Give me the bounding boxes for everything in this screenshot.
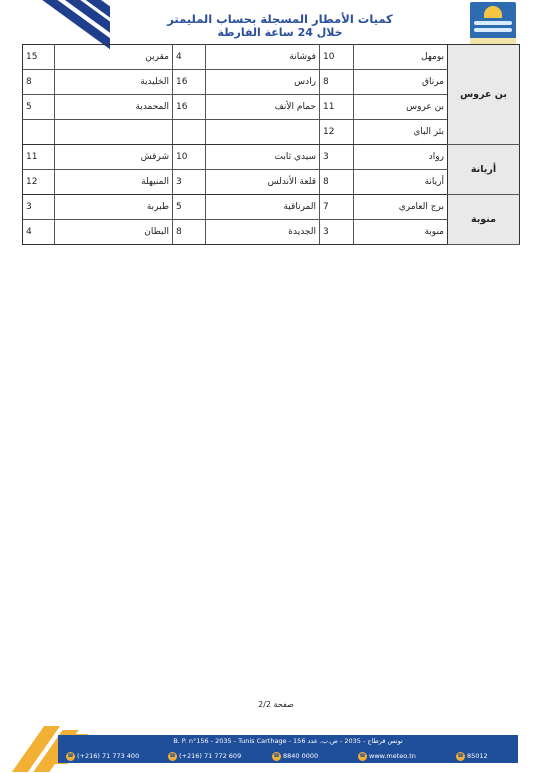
station-name: بئر الباي	[354, 120, 448, 145]
station-name: المرناقية	[206, 195, 320, 220]
rainfall-value: 3	[320, 220, 354, 245]
footer	[0, 726, 552, 773]
station-name: الجديدة	[206, 220, 320, 245]
rainfall-value: 12	[23, 170, 55, 195]
governorate-name: أريانة	[448, 145, 520, 195]
rainfall-value: 8	[23, 70, 55, 95]
station-name: فوشانة	[206, 45, 320, 70]
rainfall-table	[22, 44, 520, 245]
station-name: المنيهلة	[55, 170, 173, 195]
title-line-1: كميات الأمطار المسجلة بحساب المليمتر	[167, 12, 393, 26]
table-row	[23, 220, 520, 245]
station-name: برج العامري	[354, 195, 448, 220]
rainfall-value	[173, 120, 206, 145]
contact-text: 8840 0000	[283, 752, 319, 760]
station-name: طبربة	[55, 195, 173, 220]
rainfall-value: 16	[173, 95, 206, 120]
table-row	[23, 95, 520, 120]
station-name: حمام الأنف	[206, 95, 320, 120]
rainfall-value: 10	[320, 45, 354, 70]
station-name: بن عروس	[354, 95, 448, 120]
contact-item	[456, 750, 488, 762]
rainfall-value: 16	[173, 70, 206, 95]
institute-logo	[470, 2, 516, 46]
title-line-2: خلال 24 ساعة الفارطة	[217, 26, 343, 39]
rainfall-value: 3	[173, 170, 206, 195]
station-name: المحمدية	[55, 95, 173, 120]
rainfall-value: 11	[23, 145, 55, 170]
table-row	[23, 120, 520, 145]
green-number-icon: ☎	[273, 752, 280, 759]
rainfall-value: 4	[173, 45, 206, 70]
footer-bar	[58, 735, 518, 763]
rainfall-value: 3	[23, 195, 55, 220]
rainfall-value: 8	[320, 70, 354, 95]
governorate-name: منوبة	[448, 195, 520, 245]
station-name: سيدي ثابت	[206, 145, 320, 170]
footer-contacts	[58, 750, 518, 762]
rainfall-value: 8	[320, 170, 354, 195]
sun-icon	[484, 6, 502, 18]
phone-icon: ☎	[67, 752, 74, 759]
station-name	[206, 120, 320, 145]
rainfall-value: 15	[23, 45, 55, 70]
rainfall-value: 3	[320, 145, 354, 170]
sms-icon: ☎	[457, 752, 464, 759]
contact-item	[272, 750, 318, 762]
table-row	[23, 70, 520, 95]
station-name: رواد	[354, 145, 448, 170]
table-row	[23, 145, 520, 170]
rainfall-value: 12	[320, 120, 354, 145]
contact-text: (+216) 71 773 400	[77, 752, 140, 760]
rainfall-value: 8	[173, 220, 206, 245]
decorative-stripes	[0, 0, 110, 50]
footer-address: B. P. n°156 - 2035 - Tunis Carthage - تونس قرطاج - 2035 - ص.ب. عدد 156	[173, 737, 403, 745]
governorate-name: بن عروس	[448, 45, 520, 145]
rainfall-value: 7	[320, 195, 354, 220]
web-icon: ☎	[359, 752, 366, 759]
rainfall-value	[23, 120, 55, 145]
station-name: قلعة الأندلس	[206, 170, 320, 195]
station-name: شرقش	[55, 145, 173, 170]
station-name: مقرين	[55, 45, 173, 70]
contact-text: (+216) 71 772 609	[179, 752, 242, 760]
contact-text: www.meteo.tn	[369, 752, 416, 760]
station-name: مرناق	[354, 70, 448, 95]
table-row	[23, 195, 520, 220]
station-name: رادس	[206, 70, 320, 95]
station-name	[55, 120, 173, 145]
contact-item	[358, 750, 416, 762]
station-name: البطان	[55, 220, 173, 245]
rainfall-value: 4	[23, 220, 55, 245]
page-title	[150, 12, 410, 40]
page-number: صفحة 2/2	[258, 700, 294, 709]
rainfall-value: 11	[320, 95, 354, 120]
rainfall-value: 10	[173, 145, 206, 170]
fax-icon: ☎	[169, 752, 176, 759]
table-row	[23, 170, 520, 195]
contact-item	[168, 750, 241, 762]
station-name: منوبة	[354, 220, 448, 245]
station-name: الخليدية	[55, 70, 173, 95]
rainfall-value: 5	[23, 95, 55, 120]
wave-icon	[474, 28, 512, 32]
contact-item	[66, 750, 139, 762]
rainfall-value: 5	[173, 195, 206, 220]
contact-text: 85012	[467, 752, 488, 760]
station-name: بومهل	[354, 45, 448, 70]
wave-icon	[474, 21, 512, 25]
table-row	[23, 45, 520, 70]
station-name: أريانة	[354, 170, 448, 195]
